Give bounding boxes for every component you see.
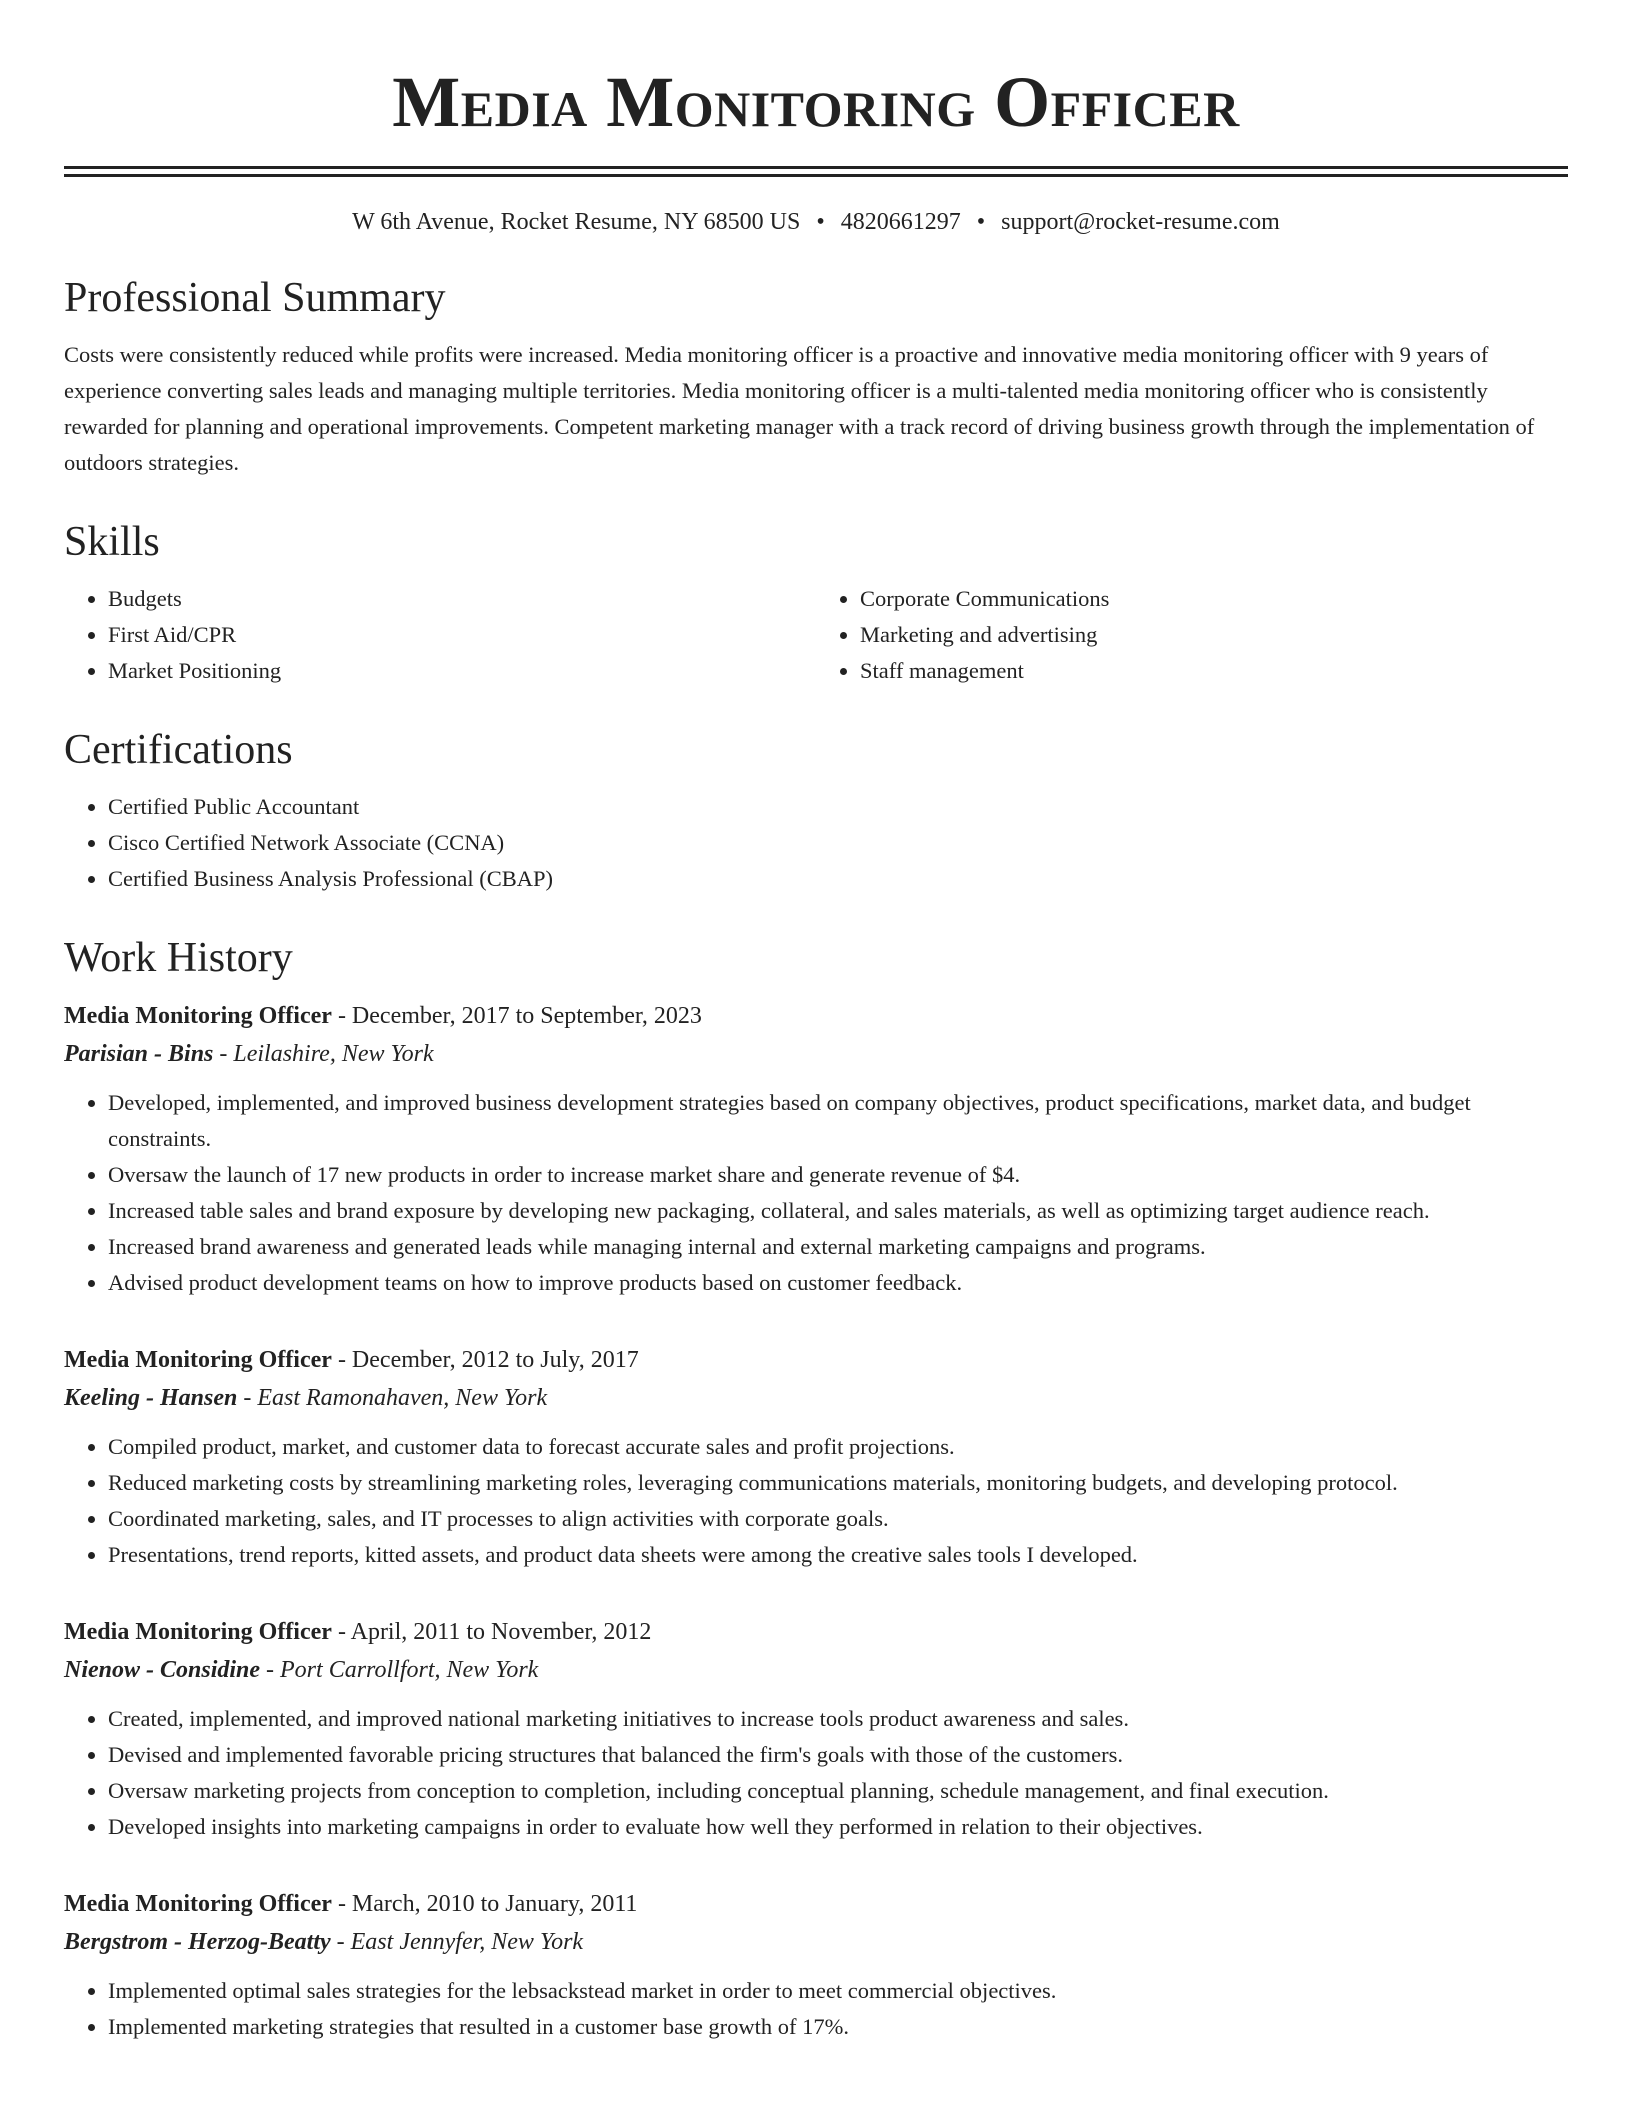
skills-list — [64, 581, 1568, 689]
certification-item: • Certified Public Accountant — [108, 789, 1568, 825]
job-company-line — [64, 1379, 1568, 1417]
skills-heading: Skills — [64, 519, 160, 565]
job-location: - Port Carrollfort, New York — [260, 1657, 539, 1683]
contact-separator: • — [976, 209, 986, 235]
job-bullet: • Increased table sales and brand exposure by developing new packaging, collateral, and sales materials, as well as optimizing target audience reach. — [108, 1193, 1568, 1229]
job-bullet: • Presentations, trend reports, kitted assets, and product data sheets were among the creative sales tools I developed. — [108, 1537, 1568, 1573]
job-bullet: • Developed, implemented, and improved business development strategies based on company objectives, product specifications, market data, and budget constraints. — [108, 1085, 1568, 1157]
job-location: - East Jennyfer, New York — [330, 1929, 584, 1955]
job-bullet: • Oversaw the launch of 17 new products in order to increase market share and generate revenue of $4. — [108, 1157, 1568, 1193]
skill-item: • Budgets — [108, 581, 816, 617]
skill-item: • Marketing and advertising — [860, 617, 1568, 653]
job-company: Parisian - Bins — [64, 1041, 214, 1067]
job-header — [64, 1613, 1568, 1651]
skill-item: • Staff management — [860, 653, 1568, 689]
job-bullet: • Increased brand awareness and generated leads while managing internal and external marketing campaigns and programs. — [108, 1229, 1568, 1265]
job-entry — [64, 1613, 1568, 1845]
job-company-line — [64, 1035, 1568, 1073]
skill-item: • First Aid/CPR — [108, 617, 816, 653]
contact-line — [64, 207, 1568, 237]
job-dates: - December, 2012 to July, 2017 — [331, 1347, 639, 1373]
job-bullets — [64, 1085, 1568, 1301]
job-bullet: • Devised and implemented favorable pricing structures that balanced the firm's goals with those of the customers. — [108, 1737, 1568, 1773]
job-bullets — [64, 1973, 1568, 2045]
resume-title: Media Monitoring Officer — [392, 62, 1240, 142]
job-dates: - April, 2011 to November, 2012 — [331, 1619, 652, 1645]
job-company: Keeling - Hansen — [64, 1385, 238, 1411]
contact-separator: • — [816, 209, 825, 235]
job-company: Nienow - Considine — [64, 1657, 261, 1683]
job-bullet: • Implemented marketing strategies that resulted in a customer base growth of 17%. — [108, 2009, 1568, 2045]
job-bullet: • Developed insights into marketing campaigns in order to evaluate how well they performed in relation to their objectives. — [108, 1809, 1568, 1845]
summary-text: Costs were consistently reduced while profits were increased. Media monitoring officer is a proactive and innovative media monitoring officer with 9 years of experience converting sales leads and managing multiple territories. Media monitoring officer is a multi-talented media monitoring officer who is consistently rewarded for planning and operational improvements. Competent marketing manager with a track record of driving business growth through the implementation of outdoors strategies. — [64, 342, 1535, 475]
skills-column-right — [816, 581, 1568, 689]
job-bullet: • Oversaw marketing projects from conception to completion, including conceptual planning, schedule management, and final execution. — [108, 1773, 1568, 1809]
job-bullets — [64, 1429, 1568, 1573]
job-bullet: • Reduced marketing costs by streamlining marketing roles, leveraging communications materials, monitoring budgets, and developing protocol. — [108, 1465, 1568, 1501]
job-bullet: • Advised product development teams on how to improve products based on customer feedback. — [108, 1265, 1568, 1301]
job-header — [64, 1341, 1568, 1379]
job-company: Bergstrom - Herzog-Beatty — [64, 1929, 331, 1955]
job-header — [64, 997, 1568, 1035]
work-history-heading: Work History — [64, 935, 293, 981]
job-location: - East Ramonahaven, New York — [237, 1385, 548, 1411]
job-entry — [64, 997, 1568, 1301]
job-title: Media Monitoring Officer — [64, 1891, 332, 1917]
job-header — [64, 1885, 1568, 1923]
job-bullet: • Coordinated marketing, sales, and IT processes to align activities with corporate goals. — [108, 1501, 1568, 1537]
contact-email[interactable]: support@rocket-resume.com — [1001, 209, 1280, 235]
job-title: Media Monitoring Officer — [64, 1347, 332, 1373]
job-bullets — [64, 1701, 1568, 1845]
job-location: - Leilashire, New York — [213, 1041, 434, 1067]
job-dates: - December, 2017 to September, 2023 — [331, 1003, 702, 1029]
contact-address: W 6th Avenue, Rocket Resume, NY 68500 US — [352, 209, 801, 235]
skill-item: • Corporate Communications — [860, 581, 1568, 617]
job-title: Media Monitoring Officer — [64, 1003, 332, 1029]
job-bullet: • Implemented optimal sales strategies for the lebsackstead market in order to meet commercial objectives. — [108, 1973, 1568, 2009]
title-divider — [64, 166, 1568, 177]
skill-item: • Market Positioning — [108, 653, 816, 689]
job-entry — [64, 1341, 1568, 1573]
certification-item: • Cisco Certified Network Associate (CCNA) — [108, 825, 1568, 861]
contact-phone: 4820661297 — [840, 209, 961, 235]
job-title: Media Monitoring Officer — [64, 1619, 332, 1645]
job-company-line — [64, 1651, 1568, 1689]
skills-column-left — [64, 581, 816, 689]
job-company-line — [64, 1923, 1568, 1961]
job-dates: - March, 2010 to January, 2011 — [331, 1891, 638, 1917]
job-entry — [64, 1885, 1568, 2045]
certifications-list — [64, 789, 1568, 897]
certifications-heading: Certifications — [64, 727, 293, 773]
certification-item: • Certified Business Analysis Professional (CBAP) — [108, 861, 1568, 897]
job-bullet: • Created, implemented, and improved national marketing initiatives to increase tools product awareness and sales. — [108, 1701, 1568, 1737]
summary-heading: Professional Summary — [64, 275, 446, 321]
resume-page — [64, 0, 1568, 2045]
job-bullet: • Compiled product, market, and customer data to forecast accurate sales and profit projections. — [108, 1429, 1568, 1465]
